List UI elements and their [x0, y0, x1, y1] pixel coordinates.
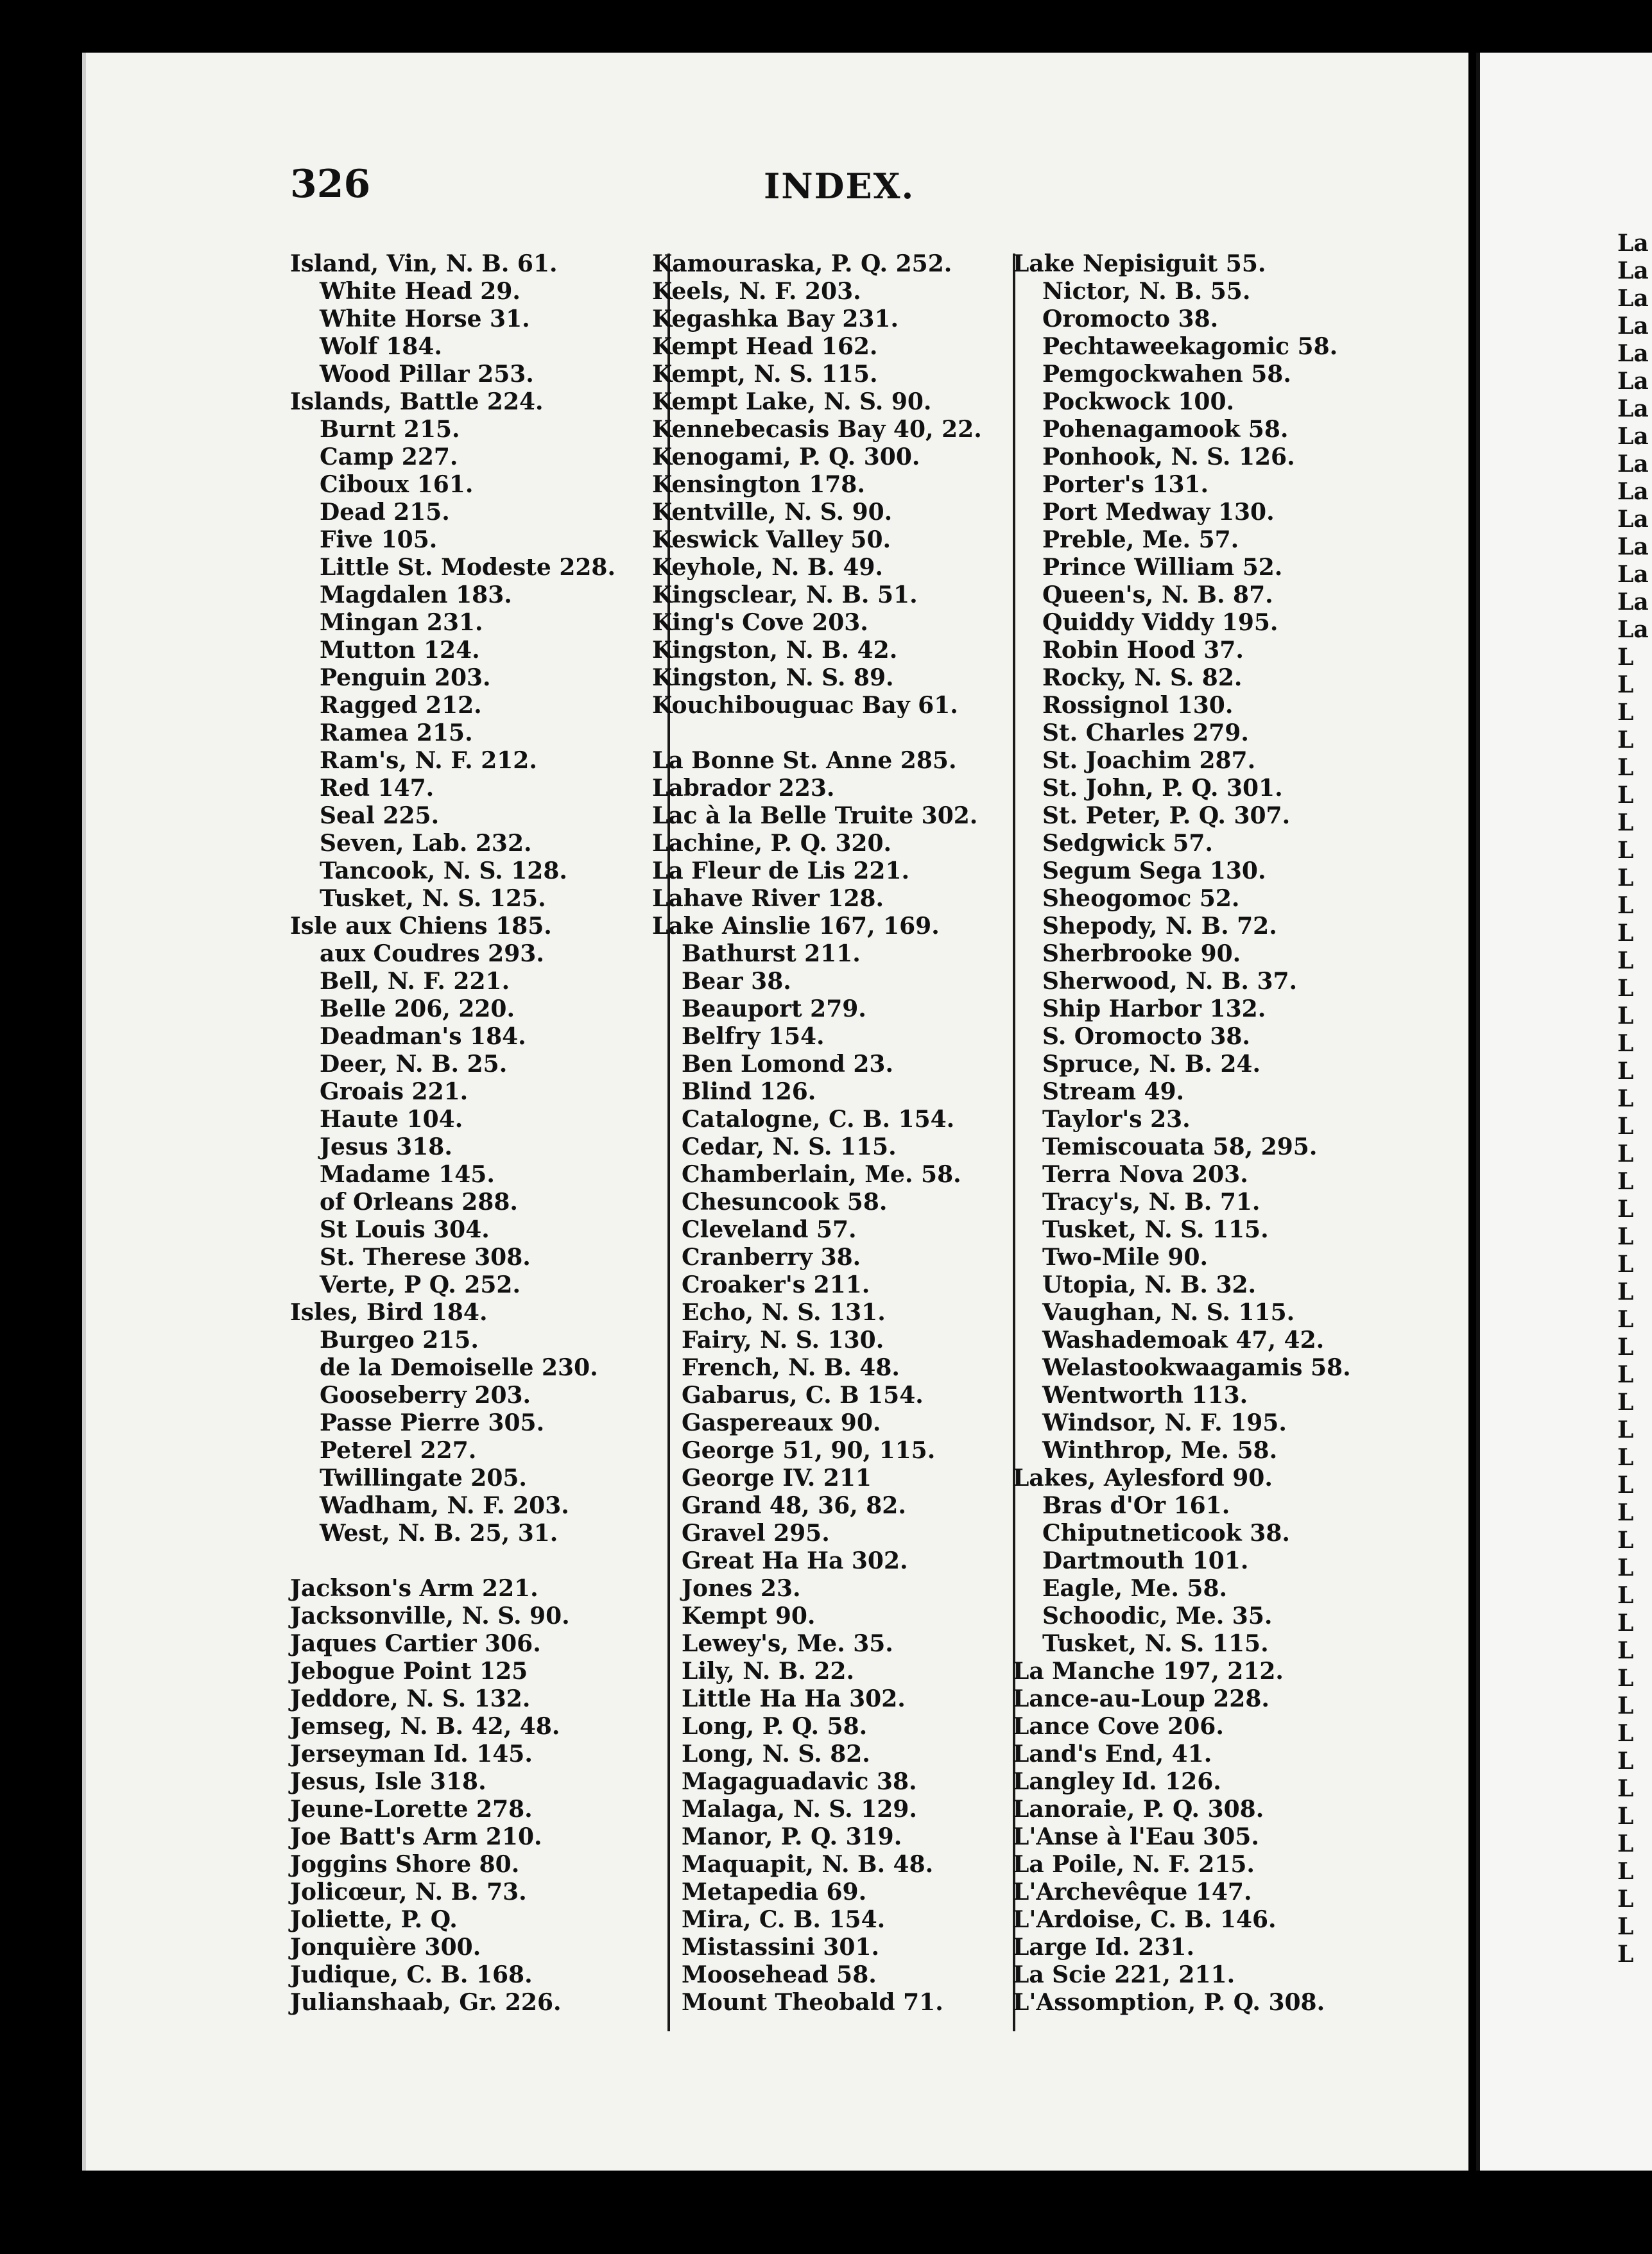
index-entry: Port Medway 130. — [1042, 499, 1275, 526]
index-entry: French, N. B. 48. — [682, 1354, 900, 1381]
index-entry: West, N. B. 25, 31. — [320, 1520, 558, 1547]
index-entry: L'Assomption, P. Q. 308. — [1013, 1989, 1325, 2016]
page-title: INDEX. — [764, 166, 915, 207]
facing-page-entry: L — [1617, 754, 1634, 781]
facing-page-entry: La — [1617, 285, 1649, 312]
index-entry: Sherwood, N. B. 37. — [1042, 968, 1298, 995]
index-entry: Seal 225. — [320, 802, 440, 829]
index-entry: Kenogami, P. Q. 300. — [652, 443, 920, 470]
index-entry: Tusket, N. S. 125. — [320, 885, 546, 912]
facing-page-entry: L — [1617, 1527, 1634, 1554]
index-entry: Kempt 90. — [682, 1603, 816, 1630]
index-entry: Eagle, Me. 58. — [1042, 1575, 1228, 1602]
index-entry: Peterel 227. — [320, 1437, 477, 1464]
facing-page-entry: L — [1617, 1196, 1634, 1223]
index-entry: Judique, C. B. 168. — [290, 1961, 533, 1988]
index-entry: Bras d'Or 161. — [1042, 1492, 1230, 1519]
index-entry: Beauport 279. — [682, 995, 866, 1022]
index-entry: Moosehead 58. — [682, 1961, 877, 1988]
facing-page-entry: L — [1617, 1499, 1634, 1526]
index-entry: Ciboux 161. — [320, 471, 474, 498]
index-entry: St. Joachim 287. — [1042, 747, 1256, 774]
index-entry: Pockwock 100. — [1042, 388, 1235, 415]
index-entry: Dead 215. — [320, 499, 450, 526]
index-entry: Terra Nova 203. — [1042, 1161, 1248, 1188]
index-entry: Windsor, N. F. 195. — [1042, 1409, 1287, 1436]
facing-page-entry: La — [1617, 423, 1649, 450]
index-entry: Robin Hood 37. — [1042, 637, 1244, 664]
index-entry: Ben Lomond 23. — [682, 1051, 893, 1078]
index-entry: L'Ardoise, C. B. 146. — [1013, 1906, 1277, 1933]
index-entry: Deer, N. B. 25. — [320, 1051, 508, 1078]
index-entry: Ragged 212. — [320, 692, 482, 719]
facing-page-entry: L — [1617, 782, 1634, 809]
facing-page-entry: L — [1617, 1058, 1634, 1085]
index-entry: Queen's, N. B. 87. — [1042, 581, 1273, 608]
index-entry: Welastookwaagamis 58. — [1042, 1354, 1351, 1381]
facing-page-entry: La — [1617, 230, 1649, 257]
index-entry: Wentworth 113. — [1042, 1382, 1248, 1409]
index-entry: Keyhole, N. B. 49. — [652, 554, 883, 581]
index-entry: Lily, N. B. 22. — [682, 1658, 854, 1685]
index-entry: Lewey's, Me. 35. — [682, 1630, 893, 1657]
facing-page-entry: L — [1617, 809, 1634, 836]
facing-page-entry: La — [1617, 451, 1649, 477]
facing-page-entry: L — [1617, 1803, 1634, 1830]
index-entry: Magaguadavic 38. — [682, 1768, 917, 1795]
index-entry: La Poile, N. F. 215. — [1013, 1851, 1255, 1878]
facing-page-entry: La — [1617, 616, 1649, 643]
page-number: 326 — [290, 162, 371, 207]
index-entry: Jaques Cartier 306. — [290, 1630, 541, 1657]
facing-page-entry: L — [1617, 947, 1634, 974]
index-entry: Jemseg, N. B. 42, 48. — [290, 1713, 560, 1740]
facing-page-entry: L — [1617, 1002, 1634, 1029]
index-entry: Schoodic, Me. 35. — [1042, 1603, 1273, 1630]
facing-page-entry: L — [1617, 644, 1634, 671]
index-entry: Tancook, N. S. 128. — [320, 857, 567, 884]
index-entry: White Horse 31. — [320, 305, 530, 332]
index-entry: St. Therese 308. — [320, 1244, 531, 1271]
index-entry: Porter's 131. — [1042, 471, 1209, 498]
index-entry: Tusket, N. S. 115. — [1042, 1630, 1269, 1657]
index-entry: Lakes, Aylesford 90. — [1013, 1465, 1273, 1492]
index-column-1 — [290, 250, 615, 2017]
index-entry: Long, N. S. 82. — [682, 1741, 870, 1768]
index-entry: Tusket, N. S. 115. — [1042, 1216, 1269, 1243]
facing-page-entry: L — [1617, 1830, 1634, 1857]
facing-page-entry: L — [1617, 1223, 1634, 1250]
index-entry: Jacksonville, N. S. 90. — [290, 1603, 570, 1630]
index-entry: King's Cove 203. — [652, 609, 868, 636]
index-entry: Lance-au-Loup 228. — [1013, 1685, 1269, 1712]
index-entry: of Orleans 288. — [320, 1189, 518, 1216]
index-column-3 — [1013, 250, 1351, 2017]
index-entry: St Louis 304. — [320, 1216, 490, 1243]
index-entry: Little St. Modeste 228. — [320, 554, 616, 581]
facing-page-entry: L — [1617, 671, 1634, 698]
index-entry: Islands, Battle 224. — [290, 388, 544, 415]
facing-page-entry: L — [1617, 1389, 1634, 1416]
index-entry: Deadman's 184. — [320, 1023, 526, 1050]
index-entry: Keels, N. F. 203. — [652, 278, 861, 305]
index-entry: Haute 104. — [320, 1106, 463, 1133]
facing-page-entry: L — [1617, 1251, 1634, 1278]
facing-page-entry: L — [1617, 1775, 1634, 1802]
index-entry: Isle aux Chiens 185. — [290, 913, 552, 940]
index-entry: Madame 145. — [320, 1161, 495, 1188]
facing-page-entry: L — [1617, 975, 1634, 1002]
index-entry: Little Ha Ha 302. — [682, 1685, 906, 1712]
index-entry: Wolf 184. — [320, 333, 442, 360]
facing-page-entry: L — [1617, 1444, 1634, 1471]
index-entry: St. Charles 279. — [1042, 719, 1249, 746]
index-entry: Maquapit, N. B. 48. — [682, 1851, 934, 1878]
index-entry: Fairy, N. S. 130. — [682, 1327, 884, 1354]
index-entry: Jerseyman Id. 145. — [290, 1741, 533, 1768]
facing-page-entry: La — [1617, 340, 1649, 367]
index-entry: Red 147. — [320, 775, 435, 802]
index-entry: Utopia, N. B. 32. — [1042, 1271, 1257, 1298]
index-entry: L'Archevêque 147. — [1013, 1879, 1252, 1906]
index-column-2 — [652, 250, 982, 2017]
index-entry: Chesuncook 58. — [682, 1189, 888, 1216]
facing-page-entry: La — [1617, 589, 1649, 615]
index-entry: Winthrop, Me. 58. — [1042, 1437, 1278, 1464]
index-entry: Ram's, N. F. 212. — [320, 747, 537, 774]
facing-page-entry: L — [1617, 920, 1634, 947]
facing-page-entry: La — [1617, 561, 1649, 588]
index-entry: Lake Nepisiguit 55. — [1013, 250, 1266, 277]
index-entry: Mutton 124. — [320, 637, 480, 664]
facing-page-entry: La — [1617, 478, 1649, 505]
facing-page-entry: L — [1617, 1637, 1634, 1664]
facing-page-entry: L — [1617, 1030, 1634, 1057]
facing-page-entry: La — [1617, 395, 1649, 422]
index-entry: Malaga, N. S. 129. — [682, 1796, 917, 1823]
index-entry: Echo, N. S. 131. — [682, 1299, 886, 1326]
facing-page-entry: L — [1617, 1858, 1634, 1885]
index-entry: Pechtaweekagomic 58. — [1042, 333, 1338, 360]
facing-page-entry: L — [1617, 1472, 1634, 1499]
index-entry: Five 105. — [320, 526, 438, 553]
index-entry: Lake Ainslie 167, 169. — [652, 913, 940, 940]
index-entry: Burgeo 215. — [320, 1327, 479, 1354]
index-entry: Two-Mile 90. — [1042, 1244, 1209, 1271]
index-entry: Ship Harbor 132. — [1042, 995, 1266, 1022]
index-entry: Pemgockwahen 58. — [1042, 361, 1291, 388]
index-entry: Segum Sega 130. — [1042, 857, 1266, 884]
index-entry: Spruce, N. B. 24. — [1042, 1051, 1261, 1078]
index-entry: Chamberlain, Me. 58. — [682, 1161, 961, 1188]
index-entry: Kempt Head 162. — [652, 333, 878, 360]
index-entry: Julianshaab, Gr. 226. — [290, 1989, 562, 2016]
index-entry: Temiscouata 58, 295. — [1042, 1133, 1318, 1160]
index-entry: Kegashka Bay 231. — [652, 305, 899, 332]
index-entry: aux Coudres 293. — [320, 940, 544, 967]
index-entry: Wood Pillar 253. — [320, 361, 534, 388]
index-entry: Sherbrooke 90. — [1042, 940, 1241, 967]
index-entry: Gooseberry 203. — [320, 1382, 531, 1409]
facing-page-entry: L — [1617, 1886, 1634, 1913]
facing-page-entry: La — [1617, 506, 1649, 533]
facing-page-entry: La — [1617, 257, 1649, 284]
index-entry: Island, Vin, N. B. 61. — [290, 250, 558, 277]
index-entry: Lance Cove 206. — [1013, 1713, 1224, 1740]
index-entry: Belfry 154. — [682, 1023, 825, 1050]
index-entry: Bear 38. — [682, 968, 791, 995]
index-entry: Cranberry 38. — [682, 1244, 861, 1271]
index-entry: Kouchibouguac Bay 61. — [652, 692, 958, 719]
index-entry: Tracy's, N. B. 71. — [1042, 1189, 1261, 1216]
index-entry: Metapedia 69. — [682, 1879, 867, 1906]
facing-page-entry: L — [1617, 1610, 1634, 1637]
index-entry: Cleveland 57. — [682, 1216, 857, 1243]
index-entry: Groais 221. — [320, 1078, 469, 1105]
index-entry: Shepody, N. B. 72. — [1042, 913, 1277, 940]
index-entry: Large Id. 231. — [1013, 1934, 1194, 1961]
index-entry: Long, P. Q. 58. — [682, 1713, 868, 1740]
index-entry: Jeddore, N. S. 132. — [290, 1685, 531, 1712]
index-entry: Ramea 215. — [320, 719, 473, 746]
index-entry: Great Ha Ha 302. — [682, 1547, 908, 1574]
index-entry: Croaker's 211. — [682, 1271, 870, 1298]
index-entry: Lanoraie, P. Q. 308. — [1013, 1796, 1264, 1823]
index-entry: Rocky, N. S. 82. — [1042, 664, 1243, 691]
index-entry: Prince William 52. — [1042, 554, 1283, 581]
index-entry: Burnt 215. — [320, 416, 460, 443]
index-entry: La Fleur de Lis 221. — [652, 857, 910, 884]
facing-page-entry: L — [1617, 1416, 1634, 1443]
index-entry: Catalogne, C. B. 154. — [682, 1106, 955, 1133]
index-entry: La Manche 197, 212. — [1013, 1658, 1284, 1685]
index-entry: La Scie 221, 211. — [1013, 1961, 1235, 1988]
index-entry: Pohenagamook 58. — [1042, 416, 1289, 443]
index-entry: Cedar, N. S. 115. — [682, 1133, 897, 1160]
index-entry: Mistassini 301. — [682, 1934, 880, 1961]
index-entry: Lahave River 128. — [652, 885, 884, 912]
index-entry: Gaspereaux 90. — [682, 1409, 881, 1436]
index-entry: Jesus 318. — [320, 1133, 452, 1160]
index-entry: de la Demoiselle 230. — [320, 1354, 598, 1381]
index-entry: Joggins Shore 80. — [290, 1851, 520, 1878]
index-entry: Chiputneticook 38. — [1042, 1520, 1290, 1547]
index-entry: Bathurst 211. — [682, 940, 861, 967]
index-entry: Stream 49. — [1042, 1078, 1185, 1105]
facing-page-entry: L — [1617, 1913, 1634, 1940]
facing-page-entry: La — [1617, 368, 1649, 395]
index-entry: Keswick Valley 50. — [652, 526, 891, 553]
facing-page-entry: L — [1617, 1168, 1634, 1195]
facing-page-entry: L — [1617, 1692, 1634, 1719]
facing-page-entry: L — [1617, 1720, 1634, 1747]
index-entry: Nictor, N. B. 55. — [1042, 278, 1251, 305]
index-entry: Kamouraska, P. Q. 252. — [652, 250, 952, 277]
facing-page-entry: L — [1617, 727, 1634, 753]
index-entry: Dartmouth 101. — [1042, 1547, 1249, 1574]
index-entry: Kennebecasis Bay 40, 22. — [652, 416, 982, 443]
facing-page-entry: L — [1617, 1748, 1634, 1775]
index-entry: Mingan 231. — [320, 609, 483, 636]
index-entry: Verte, P Q. 252. — [320, 1271, 521, 1298]
facing-page-entry: L — [1617, 1085, 1634, 1112]
index-entry: Camp 227. — [320, 443, 458, 470]
index-entry: St. Peter, P. Q. 307. — [1042, 802, 1291, 829]
facing-page-entry: L — [1617, 1334, 1634, 1361]
index-entry: Kentville, N. S. 90. — [652, 499, 893, 526]
index-entry: Vaughan, N. S. 115. — [1042, 1299, 1295, 1326]
facing-page-entry: L — [1617, 837, 1634, 864]
index-entry: Joe Batt's Arm 210. — [290, 1823, 542, 1850]
index-entry: Land's End, 41. — [1013, 1741, 1212, 1768]
facing-page-entry: L — [1617, 892, 1634, 919]
index-entry: Labrador 223. — [652, 775, 835, 802]
section-gap — [290, 1547, 615, 1575]
facing-page-entry: L — [1617, 1554, 1634, 1581]
facing-page-entry: L — [1617, 1113, 1634, 1140]
facing-page-entry: L — [1617, 1582, 1634, 1609]
facing-page-entry: L — [1617, 1140, 1634, 1167]
index-entry: Joliette, P. Q. — [290, 1906, 458, 1933]
facing-page-entry: La — [1617, 533, 1649, 560]
facing-page-entry: L — [1617, 1306, 1634, 1333]
index-entry: Magdalen 183. — [320, 581, 512, 608]
index-entry: Sedgwick 57. — [1042, 830, 1213, 857]
index-entry: Jones 23. — [682, 1575, 801, 1602]
index-entry: Lachine, P. Q. 320. — [652, 830, 892, 857]
index-entry: Oromocto 38. — [1042, 305, 1219, 332]
facing-page-entry: L — [1617, 1278, 1634, 1305]
index-entry: Sheogomoc 52. — [1042, 885, 1240, 912]
index-entry: Kempt Lake, N. S. 90. — [652, 388, 932, 415]
index-entry: Mount Theobald 71. — [682, 1989, 943, 2016]
index-entry: Langley Id. 126. — [1013, 1768, 1221, 1795]
index-entry: Kingsclear, N. B. 51. — [652, 581, 918, 608]
index-entry: Jebogue Point 125 — [290, 1658, 528, 1685]
index-entry: George IV. 211 — [682, 1465, 872, 1492]
index-entry: Gravel 295. — [682, 1520, 830, 1547]
index-entry: Isles, Bird 184. — [290, 1299, 488, 1326]
index-entry: St. John, P. Q. 301. — [1042, 775, 1283, 802]
index-entry: Passe Pierre 305. — [320, 1409, 545, 1436]
index-entry: Kensington 178. — [652, 471, 865, 498]
index-entry: Jeune-Lorette 278. — [290, 1796, 533, 1823]
index-entry: Twillingate 205. — [320, 1465, 527, 1492]
index-entry: Jonquière 300. — [290, 1934, 481, 1961]
index-entry: Rossignol 130. — [1042, 692, 1234, 719]
index-entry: Jolicœur, N. B. 73. — [290, 1879, 527, 1906]
index-entry: Quiddy Viddy 195. — [1042, 609, 1278, 636]
index-entry: Blind 126. — [682, 1078, 816, 1105]
index-entry: S. Oromocto 38. — [1042, 1023, 1250, 1050]
facing-page-entry: La — [1617, 313, 1649, 340]
index-entry: L'Anse à l'Eau 305. — [1013, 1823, 1259, 1850]
facing-page-entry: L — [1617, 865, 1634, 891]
index-entry: George 51, 90, 115. — [682, 1437, 936, 1464]
index-entry: Penguin 203. — [320, 664, 491, 691]
index-entry: Grand 48, 36, 82. — [682, 1492, 906, 1519]
index-entry: Kingston, N. S. 89. — [652, 664, 894, 691]
section-gap — [652, 719, 982, 747]
index-entry: Ponhook, N. S. 126. — [1042, 443, 1295, 470]
facing-page-entry: L — [1617, 1665, 1634, 1692]
facing-page-entry: L — [1617, 1361, 1634, 1388]
facing-page-entries — [1617, 230, 1649, 1968]
index-entry: Seven, Lab. 232. — [320, 830, 532, 857]
index-entry: White Head 29. — [320, 278, 521, 305]
index-entry: La Bonne St. Anne 285. — [652, 747, 957, 774]
index-entry: Kingston, N. B. 42. — [652, 637, 898, 664]
index-entry: Belle 206, 220. — [320, 995, 515, 1022]
index-entry: Mira, C. B. 154. — [682, 1906, 886, 1933]
index-entry: Wadham, N. F. 203. — [320, 1492, 569, 1519]
index-entry: Jesus, Isle 318. — [290, 1768, 486, 1795]
facing-page-entry: L — [1617, 1941, 1634, 1968]
index-entry: Taylor's 23. — [1042, 1106, 1191, 1133]
index-entry: Lac à la Belle Truite 302. — [652, 802, 978, 829]
index-entry: Kempt, N. S. 115. — [652, 361, 878, 388]
index-entry: Jackson's Arm 221. — [290, 1575, 538, 1602]
index-entry: Preble, Me. 57. — [1042, 526, 1239, 553]
index-entry: Manor, P. Q. 319. — [682, 1823, 902, 1850]
facing-page-entry: L — [1617, 699, 1634, 726]
index-entry: Gabarus, C. B 154. — [682, 1382, 924, 1409]
index-entry: Washademoak 47, 42. — [1042, 1327, 1325, 1354]
index-entry: Bell, N. F. 221. — [320, 968, 510, 995]
